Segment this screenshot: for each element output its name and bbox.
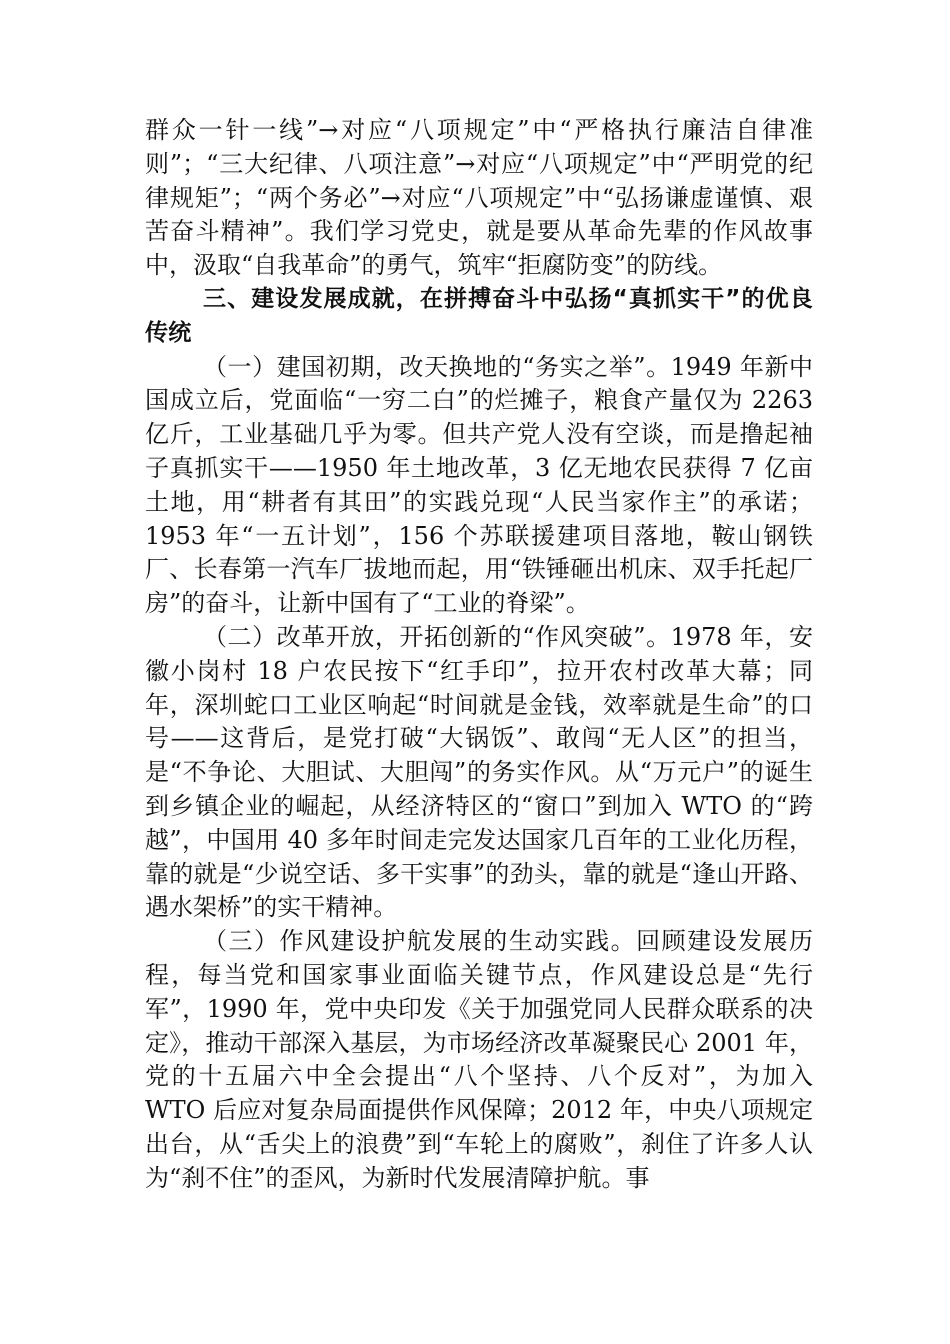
paragraph-early-founding: （一）建国初期，改天换地的“务实之举”。1949 年新中国成立后，党面临“一穷二白”的烂摊子，粮食产量仅为 2263 亿斤，工业基础几乎为零。但共产党人没有空谈，而是撸起袖子真抓实干——1950 年土地改革，3 亿无地农民获得 7 亿亩土地，用“耕者有其田”的实践兑现“人民当家作主”的承诺；1953 年“一五计划”，156 个苏联援建项目落地，鞍山钢铁厂、长春第一汽车厂拔地而起，用“铁锤砸出机床、双手托起厂房”的奋斗，让新中国有了“工业的脊梁”。: [145, 352, 813, 618]
paragraph-reform-opening: （二）改革开放，开拓创新的“作风突破”。1978 年，安徽小岗村 18 户农民按下“红手印”，拉开农村改革大幕；同年，深圳蛇口工业区响起“时间就是金钱，效率就是生命”的口号——这背后，是党打破“大锅饭”、敢闯“无人区”的担当，是“不争论、大胆试、大胆闯”的务实作风。从“万元户”的诞生到乡镇企业的崛起，从经济特区的“窗口”到加入 WTO 的“跨越”，中国用 40 多年时间走完发达国家几百年的工业化历程，靠的就是“少说空话、多干实事”的劲头，靠的就是“逢山开路、遇水架桥”的实干精神。: [145, 622, 813, 922]
paragraph-conduct-building: （三）作风建设护航发展的生动实践。回顾建设发展历程，每当党和国家事业面临关键节点，作风建设总是“先行军”，1990 年，党中央印发《关于加强党同人民群众联系的决定》，推动干部深入基层，为市场经济改革凝聚民心 2001 年，党的十五届六中全会提出“八个坚持、八个反对”，为加入 WTO 后应对复杂局面提供作风保障；2012 年，中央八项规定出台，从“舌尖上的浪费”到“车轮上的腐败”，刹住了许多人认为“刹不住”的歪风，为新时代发展清障护航。事: [145, 927, 813, 1192]
document-page: [145, 114, 813, 1196]
section-heading-3: 三、建设发展成就，在拼搏奋斗中弘扬“真抓实干”的优良传统: [145, 285, 813, 346]
paragraph-continuation: 群众一针一线”→对应“八项规定”中“严格执行廉洁自律准则”；“三大纪律、八项注意”→对应“八项规定”中“严明党的纪律规矩”；“两个务必”→对应“八项规定”中“弘扬谦虚谨慎、艰苦奋斗精神”。我们学习党史，就是要从革命先辈的作风故事中，汲取“自我革命”的勇气，筑牢“拒腐防变”的防线。: [145, 116, 813, 280]
